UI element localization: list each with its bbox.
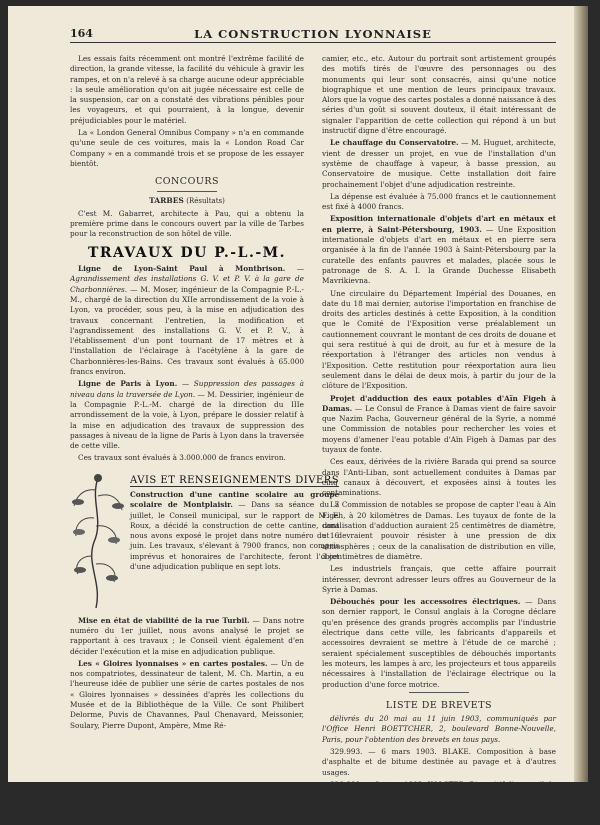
ain-figeh-paragraph: Projet d'adduction des eaux potables d'Aïn Figeh à Damas. — Le Consul de France à Damas vient de faire savoir que Nazim Pacha, Gouverneur général de la Syrie, a nommé une Commission de notables pour rechercher les voies et moyens d'amener l'eau potable d'Aïn Figeh à Damas par des tuyaux de fonte.	[322, 393, 556, 454]
exposition-paragraph: Exposition internationale d'objets d'art en métaux et en pierre, à Saint-Pétersbourg, 1903. — Une Exposition internationale d'objets d'art en métaux et en pierre sera organisée à la fin de l'année 1903 à Saint-Pétersbourg par la curatelle des enfants pauvres et malades, placée sous le patronage de S. A. I. la Grande Duchesse Elisabeth Mavrikievna.	[322, 214, 556, 286]
avis-banner: AVIS ET RENSEIGNEMENTS DIVERS	[130, 474, 340, 486]
avis-paragraph-1: Construction d'une cantine scolaire au groupe scolaire de Montplaisir. — Dans sa séance du 7 juillet, le Conseil municipal, sur le rapport de M. F. Roux, a décidé la construction de cette cantine, dont nous avons exposé le projet dans notre numéro du 16 juin. Les travaux, s'élevant à 7900 francs, non compris imprévus et honoraires de l'architecte, feront l'objet d'une adjudication publique en sept lots.	[130, 489, 340, 572]
journal-page	[8, 6, 588, 822]
travaux-paragraph-3: Ces travaux sont évalués à 3.000.000 de francs environ.	[78, 453, 286, 463]
travaux-paragraph-1: Ligne de Lyon-Saint Paul à Montbrison. — Agrandissement des installations G. V. et P. V. à la gare de Charbonnières. — M. Moser, ingénieur de la Compagnie P.-L.-M., chargé de la direction du XIIe arrondissement de la voie à Lyon, va procéder, sous peu, à la mise en adjudication des travaux concernant l'entretien, la modification et l'agrandissement des installations G. V. et P. V., à l'établissement d'un pont tournant de 17 mètres et à l'installation de l'éclairage à l'acétylène à la gare de Charbonnières-les-Bains. Ces travaux sont évalués à 65.000 francs environ.	[70, 264, 304, 377]
intro-paragraph-2: La « London General Omnibus Company » n'a en commande qu'une seule de ces voitures, mais la « London Road Car Company » en a commandé trois et se propose de les essayer bientôt.	[70, 128, 304, 168]
right-column	[322, 54, 556, 825]
avis-paragraph-3: Les « Gloires lyonnaises » en cartes postales. — Un de nos compatriotes, dessinateur de talent, M. Ch. Martin, a eu l'heureuse idée de publier une série de cartes postales de nos « Gloires lyonnaises » dessinées d'après les collections du Musée et de la Bibliothèque de la Ville. Ce sont Philibert Delorme, Puvis de Chavannes, Paul Chenavard, Meissonier, Soulary, Pierre Dupont, Ampère, Mme Ré-	[70, 658, 304, 730]
page-number: 164	[70, 27, 93, 40]
floral-ornament-icon	[70, 470, 126, 614]
chauffage-paragraph: Le chauffage du Conservatoire. — M. Huguet, architecte, vient de dresser un projet, en vue de l'installation d'un système de chauffage à vapeur, à basse pression, au Conservatoire de musique. Cette installation doit faire prochainement l'objet d'une adjudication restreinte.	[322, 138, 556, 189]
intro-paragraph-1: Les essais faits récemment ont montré l'extrême facilité de direction, la grande vitesse, la facilité du véhicule à gravir les rampes, et on n'a relevé à sa charge aucune odeur appréciable : la seule amélioration qu'on ait jugée nécessaire est celle de la suspension, car on a constaté des vibrations pénibles pour les voyageurs, et qui pourraient, à la longue, devenir préjudiciables pour le matériel.	[70, 54, 304, 125]
debouches-paragraph: Débouchés pour les accessoires électriques. — Dans son dernier rapport, le Consul anglais à la Corogne déclare qu'en présence des grands progrès accomplis par l'industrie électrique dans cette ville, les fabricants d'appareils et accessoires devraient se mettre à l'étude de ce marché ; seraient spécialement susceptibles de débouchés importants les moteurs, les lampes à arc, les projecteurs et tous appareils nécessaires à l'installation de l'éclairage électrique ou la production d'une force motrice.	[322, 597, 556, 689]
exposition-paragraph-2: Une circulaire du Département Impérial des Douanes, en date du 18 mai dernier, autorise l'importation en franchise de droits des articles destinés à cette Exposition, à la condition que le Comité de l'Exposition verse préalablement un cautionnement couvrant le montant de ces droits de douane et qui sera restitué à qui de droit, au fur et à mesure de la réexportation à l'étranger des articles non vendus à l'Exposition. Cette restitution pour réexportation aura lieu seulement dans le délai de deux mois, à partir du jour de la clôture de l'Exposition.	[322, 288, 556, 391]
concours-text: C'est M. Gabarret, architecte à Pau, qui a obtenu la première prime dans le concours ouvert par la ville de Tarbes pour la reconstruction de son hôtel de ville.	[70, 208, 304, 239]
travaux-heading: TRAVAUX DU P.-L.-M.	[88, 244, 286, 261]
journal-title: LA CONSTRUCTION LYONNAISE	[194, 27, 432, 41]
brevet-item: 329.888. — 2 mars 1903. KOLSTER. Dispositif d'appareil de chasse de siphon.	[322, 779, 556, 800]
brevets-heading: LISTE DE BREVETS	[385, 699, 493, 711]
brevets-intro: délivrés du 20 mai au 11 juin 1903, communiqués par l'Office Henri BOETTCHER, 2, boulevard Bonne-Nouvelle, Paris, pour l'obtention des brevets en tous pays.	[322, 714, 556, 744]
travaux-paragraph-2: Ligne de Paris à Lyon. — Suppression des passages à niveau dans la traversée de Lyon. — M. Dessirier, ingénieur de la Compagnie P.-L.-M. chargé de la direction du IIIe arrondissement de la voie, à Lyon, prépare le dossier relatif à la mise en adjudication des travaux de suppression des passages à niveau de la ligne de Paris à Lyon dans la traversée de cette ville.	[70, 379, 304, 451]
page-header	[70, 26, 556, 43]
chauffage-cost: La dépense est évaluée à 75.000 francs et le cautionnement est fixé à 4000 francs.	[322, 191, 556, 212]
page-edge	[574, 6, 588, 782]
concours-heading: CONCOURS	[154, 176, 220, 188]
avis-paragraph-2: Mise en état de viabilité de la rue Turbil. — Dans notre numéro du 1er juillet, nous avons analysé le projet se rapportant à ces travaux ; le Conseil vient également d'en décider l'exécution et la mise en adjudication publique.	[70, 615, 305, 656]
ain-figeh-paragraph-3: La Commission de notables se propose de capter l'eau à Aïn Figeh, à 20 kilomètres de Damas. Les tuyaux de fonte de la canalisation d'adduction auraient 25 centimètres de diamètre, et devraient pouvoir résister à une pression de dix atmosphères ; ceux de la canalisation de distribution en ville, 3 centimètres de diamètre.	[322, 500, 556, 561]
brevet-item: 329.993. — 6 mars 1903. BLAKE. Composition à base d'asphalte et de bitume destinée au pavage et à d'autres usages.	[322, 747, 556, 777]
brevets-list	[322, 747, 556, 823]
concours-rule	[157, 191, 217, 192]
avis-text	[126, 470, 339, 614]
brevets-rule-top	[409, 692, 469, 693]
ain-figeh-paragraph-2: Ces eaux, dérivées de la rivière Barada qui prend sa source dans l'Anti-Liban, sont actuellement conduites à Damas par cinq canaux à découvert, et exposées ainsi à toutes les contaminations.	[322, 457, 556, 498]
avis-section	[70, 470, 340, 614]
ain-figeh-paragraph-4: Les industriels français, que cette affaire pourrait intéresser, devront adresser leurs offres au Gouverneur de la Syrie à Damas.	[322, 564, 556, 594]
concours-subheading: TARBES (Résultats)	[149, 195, 225, 205]
right-paragraph-0: camier, etc., etc. Autour du portrait sont artistement groupés des motifs tirés de l'œuvre des personnages ou des monuments qui leur sont consacrés, ainsi qu'une notice biographique et une mention de leurs principaux travaux. Alors que la vogue des cartes postales a donné naissance à des séries d'un goût si souvent douteux, il était intéressant de signaler l'apparition de cette collection qui répond à un but instructif digne d'être encouragé.	[322, 54, 557, 136]
left-column	[70, 54, 340, 733]
brevet-item: 329.898. — 6 mars 1903. TALLET. Perfectionnements aux tentes-stores.	[322, 802, 556, 822]
